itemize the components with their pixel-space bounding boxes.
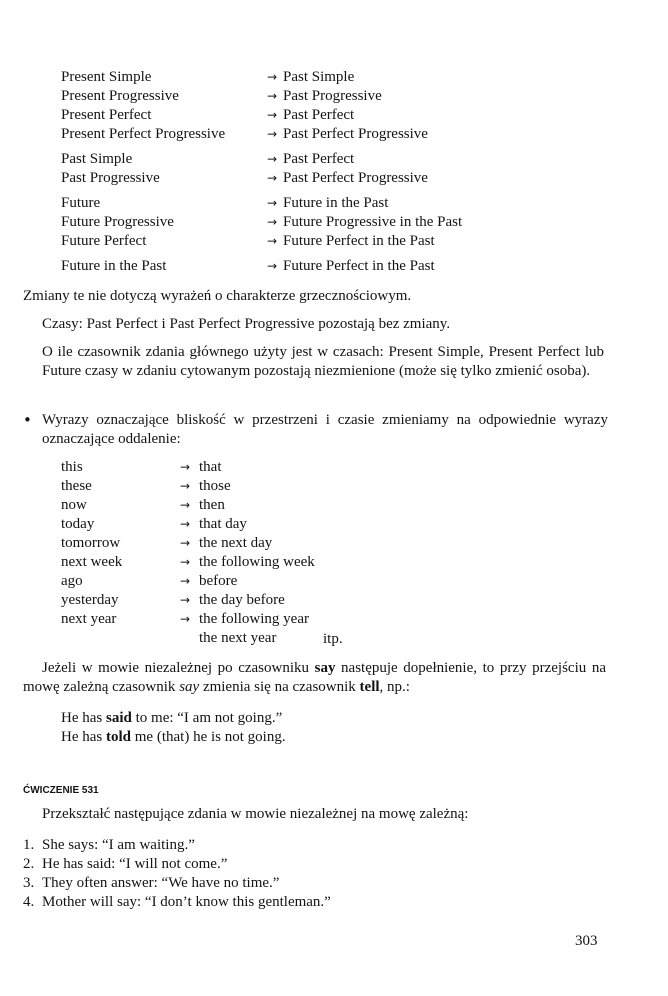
tense-to: Future Perfect in the Past <box>283 233 435 249</box>
example-sentences <box>61 709 286 747</box>
example-text: me (that) he is not going. <box>131 729 286 745</box>
item-text: She says: “I am waiting.” <box>42 837 195 853</box>
say-tell-paragraph <box>23 659 606 697</box>
arrow-icon: → <box>266 171 278 185</box>
arrow-spacer <box>171 629 199 648</box>
tense-to: Future Progressive in the Past <box>283 214 463 230</box>
word-row <box>61 515 315 534</box>
word-row <box>61 553 315 572</box>
tense-to: Past Perfect Progressive <box>283 170 428 186</box>
tense-row <box>61 87 621 106</box>
arrow-icon: → <box>179 536 191 550</box>
tense-from: Present Progressive <box>61 88 179 104</box>
arrow-icon: → <box>266 152 278 166</box>
word-from: next week <box>61 554 123 570</box>
tense-to: Past Progressive <box>283 88 382 104</box>
tense-to: Past Perfect <box>283 107 355 123</box>
arrow-icon: → <box>179 498 191 512</box>
tense-group <box>61 150 621 188</box>
tense-group <box>61 68 621 144</box>
word-to: that <box>199 459 222 475</box>
arrow-icon: → <box>266 234 278 248</box>
item-number: 2. <box>23 856 35 872</box>
tense-row <box>61 106 621 125</box>
tense-from: Future Perfect <box>61 233 147 249</box>
word-shift-table <box>61 458 315 648</box>
word-row <box>61 477 315 496</box>
arrow-icon: → <box>266 127 278 141</box>
arrow-icon: → <box>179 517 191 531</box>
item-text: He has said: “I will not come.” <box>42 856 228 872</box>
tense-to: Past Perfect Progressive <box>283 126 428 142</box>
bullet-text: Wyrazy oznaczające bliskość w przestrzeni i czasie zmieniamy na odpowiednie wyrazy oznaczające oddalenie: <box>42 412 608 447</box>
list-item <box>23 836 331 855</box>
tense-row <box>61 68 621 87</box>
word-to: the following year <box>199 611 309 627</box>
example-text: He has <box>61 710 106 726</box>
word-from: yesterday <box>61 592 119 608</box>
word-to: then <box>199 497 225 513</box>
say-bold: say <box>314 660 336 676</box>
word-to: those <box>199 478 231 494</box>
etc-label: itp. <box>323 631 343 647</box>
arrow-icon: → <box>266 89 278 103</box>
say-para-text: następuje dopełnienie, to przy przejściu na mowę zależną czasownik <box>23 660 606 695</box>
tense-row <box>61 257 621 276</box>
arrow-icon: → <box>266 70 278 84</box>
word-from: next year <box>61 611 117 627</box>
say-para-text: , np.: <box>379 679 410 695</box>
word-row <box>61 572 315 591</box>
word-row <box>61 458 315 477</box>
note-courtesy-expressions: Zmiany te nie dotyczą wyrażeń o charakterze grzecznościowym. <box>23 288 412 304</box>
word-to: that day <box>199 516 247 532</box>
word-row <box>61 629 315 648</box>
exercise-instruction: Przekształć następujące zdania w mowie niezależnej na mowę zależną: <box>42 806 469 822</box>
tense-from: Future in the Past <box>61 258 167 274</box>
tense-group <box>61 194 621 251</box>
tense-from: Future Progressive <box>61 214 174 230</box>
word-from <box>61 629 171 648</box>
tense-from: Present Perfect <box>61 107 152 123</box>
tell-bold: tell <box>359 679 380 695</box>
item-number: 3. <box>23 875 35 891</box>
example-sentence <box>61 709 286 728</box>
word-from: these <box>61 478 92 494</box>
arrow-icon: → <box>179 574 191 588</box>
exercise-list <box>23 836 331 912</box>
example-bold: said <box>106 710 132 726</box>
word-from: tomorrow <box>61 535 121 551</box>
tense-to: Past Perfect <box>283 151 355 167</box>
tense-row <box>61 213 621 232</box>
list-item <box>23 874 331 893</box>
item-text: Mother will say: “I don’t know this gentleman.” <box>42 894 331 910</box>
word-from: ago <box>61 573 83 589</box>
say-italic: say <box>179 679 200 695</box>
item-number: 4. <box>23 894 35 910</box>
say-para-text: zmienia się na czasownik <box>199 679 360 695</box>
word-to: the next day <box>199 535 273 551</box>
arrow-icon: → <box>266 259 278 273</box>
tense-row <box>61 169 621 188</box>
word-from: now <box>61 497 87 513</box>
list-item <box>23 855 331 874</box>
bullet-icon: • <box>23 411 32 429</box>
tense-from: Present Simple <box>61 69 152 85</box>
word-row <box>61 534 315 553</box>
arrow-icon: → <box>179 555 191 569</box>
arrow-icon: → <box>179 460 191 474</box>
word-row <box>61 496 315 515</box>
tense-row <box>61 150 621 169</box>
word-to: the day before <box>199 592 285 608</box>
word-row <box>61 591 315 610</box>
note-past-perfect-unchanged: Czasy: Past Perfect i Past Perfect Progressive pozostają bez zmiany. <box>42 316 451 332</box>
say-para-text: Jeżeli w mowie niezależnej po czasowniku <box>42 660 315 676</box>
tense-from: Past Simple <box>61 151 133 167</box>
arrow-icon: → <box>179 593 191 607</box>
tense-from: Future <box>61 195 101 211</box>
page-number: 303 <box>575 933 598 949</box>
item-number: 1. <box>23 837 35 853</box>
arrow-icon: → <box>179 612 191 626</box>
note-present-tenses-unchanged: O ile czasownik zdania głównego użyty jest w czasach: Present Simple, Present Perfect lub Future czasy w zdaniu cytowanym pozostają niezmienione (może się tylko zmienić osoba). <box>42 344 604 379</box>
item-text: They often answer: “We have no time.” <box>42 875 280 891</box>
word-row <box>61 610 315 629</box>
word-from: this <box>61 459 83 475</box>
example-bold: told <box>106 729 132 745</box>
word-to: before <box>199 573 238 589</box>
list-item <box>23 893 331 912</box>
tense-shift-table <box>61 68 621 282</box>
example-text: to me: “I am not going.” <box>131 710 283 726</box>
example-sentence <box>61 728 286 747</box>
example-text: He has <box>61 729 106 745</box>
tense-row <box>61 232 621 251</box>
arrow-icon: → <box>179 479 191 493</box>
bullet-point <box>23 411 608 449</box>
arrow-icon: → <box>266 215 278 229</box>
tense-from: Present Perfect Progressive <box>61 126 226 142</box>
exercise-heading: ĆWICZENIE 531 <box>23 785 99 796</box>
word-from: today <box>61 516 95 532</box>
word-to: the next year <box>199 630 277 646</box>
tense-row <box>61 194 621 213</box>
tense-row <box>61 125 621 144</box>
tense-to: Future Perfect in the Past <box>283 258 435 274</box>
tense-to: Past Simple <box>283 69 355 85</box>
tense-to: Future in the Past <box>283 195 389 211</box>
arrow-icon: → <box>266 196 278 210</box>
tense-from: Past Progressive <box>61 170 160 186</box>
arrow-icon: → <box>266 108 278 122</box>
word-to: the following week <box>199 554 315 570</box>
tense-group <box>61 257 621 276</box>
